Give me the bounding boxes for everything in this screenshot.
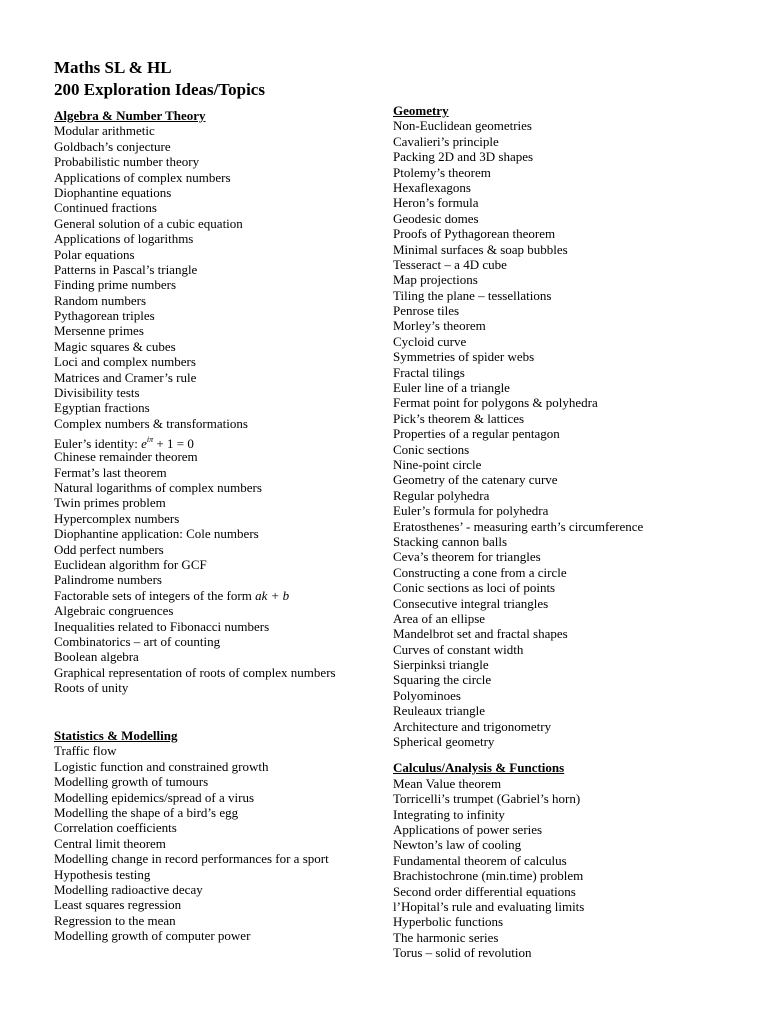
list-item: Traffic flow bbox=[54, 743, 117, 759]
list-item: Map projections bbox=[393, 272, 478, 288]
list-item: Modelling change in record performances for a sport bbox=[54, 851, 329, 867]
list-item: Fermat point for polygons & polyhedra bbox=[393, 395, 598, 411]
list-item: Squaring the circle bbox=[393, 672, 492, 688]
list-item: Correlation coefficients bbox=[54, 820, 177, 836]
list-item: Complex numbers & transformations bbox=[54, 415, 248, 431]
list-item: Newton’s law of cooling bbox=[393, 837, 522, 853]
list-item: Magic squares & cubes bbox=[54, 338, 176, 354]
list-item: Geometry of the catenary curve bbox=[393, 472, 558, 488]
list-item: Hyperbolic functions bbox=[393, 914, 504, 930]
list-item: Applications of power series bbox=[393, 822, 543, 837]
list-item: Hexaflexagons bbox=[393, 179, 471, 195]
list-item: Modelling growth of computer power bbox=[54, 928, 251, 944]
list-item: Graphical representation of roots of complex numbers bbox=[54, 664, 336, 680]
list-item: Chinese remainder theorem bbox=[54, 449, 198, 465]
list-item: Cavalieri’s principle bbox=[393, 133, 499, 149]
list-item: Torricelli’s trumpet (Gabriel’s horn) bbox=[393, 791, 581, 807]
list-item: Fermat’s last theorem bbox=[54, 464, 167, 480]
list-item: Inequalities related to Fibonacci numbers bbox=[54, 618, 270, 634]
statistics-section bbox=[54, 728, 384, 943]
euler-rest: + 1 = 0 bbox=[153, 436, 194, 452]
algebra-topic-list bbox=[54, 123, 384, 431]
list-item: Pythagorean triples bbox=[54, 308, 155, 324]
list-item: Euler’s formula for polyhedra bbox=[393, 503, 549, 519]
list-item: Packing 2D and 3D shapes bbox=[393, 149, 534, 165]
list-item: Combinatorics – art of counting bbox=[54, 633, 221, 649]
list-item: Modelling the shape of a bird’s egg bbox=[54, 804, 239, 820]
list-item: Natural logarithms of complex numbers bbox=[54, 480, 262, 495]
list-item: Ceva’s theorem for triangles bbox=[393, 549, 541, 565]
list-item: Random numbers bbox=[54, 292, 147, 308]
list-item: Stacking cannon balls bbox=[393, 533, 508, 549]
list-item: Second order differential equations bbox=[393, 883, 576, 899]
list-item: Tesseract – a 4D cube bbox=[393, 256, 507, 272]
list-item: Penrose tiles bbox=[393, 303, 460, 319]
list-item: Fundamental theorem of calculus bbox=[393, 852, 567, 868]
euler-label: Euler’s identity: bbox=[54, 436, 142, 452]
list-item: Goldbach’s conjecture bbox=[54, 138, 171, 154]
list-item: Continued fractions bbox=[54, 200, 157, 216]
list-item: Area of an ellipse bbox=[393, 610, 486, 626]
list-item: Heron’s formula bbox=[393, 195, 479, 211]
list-item: l’Hopital’s rule and evaluating limits bbox=[393, 898, 585, 914]
list-item: Geodesic domes bbox=[393, 210, 479, 226]
left-column bbox=[54, 108, 384, 695]
list-item: Architecture and trigonometry bbox=[393, 718, 552, 734]
list-item: The harmonic series bbox=[393, 929, 499, 945]
list-item: Torus – solid of revolution bbox=[393, 945, 532, 961]
list-item: Hypothesis testing bbox=[54, 866, 151, 882]
list-item: Modelling epidemics/spread of a virus bbox=[54, 789, 255, 805]
list-item-euler-identity bbox=[54, 431, 384, 452]
list-item-factorable-sets bbox=[54, 588, 384, 603]
list-item: Patterns in Pascal’s triangle bbox=[54, 261, 198, 277]
list-item: Curves of constant width bbox=[393, 641, 524, 657]
list-item: Proofs of Pythagorean theorem bbox=[393, 226, 556, 242]
section-heading-algebra: Algebra & Number Theory bbox=[54, 108, 206, 123]
algebra-topic-list-c bbox=[54, 603, 384, 695]
list-item: Egyptian fractions bbox=[54, 400, 150, 416]
list-item: Divisibility tests bbox=[54, 385, 140, 401]
list-item: Modular arithmetic bbox=[54, 123, 155, 139]
list-item: Regression to the mean bbox=[54, 912, 176, 928]
list-item: Eratosthenes’ - measuring earth’s circumference bbox=[393, 518, 644, 534]
right-column bbox=[393, 103, 763, 961]
list-item: Brachistochrone (min.time) problem bbox=[393, 868, 584, 884]
list-item: Nine-point circle bbox=[393, 457, 482, 472]
list-item: Pick’s theorem & lattices bbox=[393, 410, 525, 426]
list-item: Mandelbrot set and fractal shapes bbox=[393, 626, 568, 642]
list-item: Diophantine application: Cole numbers bbox=[54, 526, 259, 542]
list-item: Integrating to infinity bbox=[393, 806, 505, 822]
list-item: Twin primes problem bbox=[54, 495, 166, 511]
section-heading-statistics: Statistics & Modelling bbox=[54, 728, 178, 743]
list-item: Reuleaux triangle bbox=[393, 703, 486, 719]
list-item: Central limit theorem bbox=[54, 835, 166, 851]
list-item: Tiling the plane – tessellations bbox=[393, 287, 552, 303]
list-item: Properties of a regular pentagon bbox=[393, 426, 560, 442]
list-item: Matrices and Cramer’s rule bbox=[54, 369, 197, 385]
section-heading-geometry: Geometry bbox=[393, 103, 449, 118]
list-item: Least squares regression bbox=[54, 897, 182, 913]
list-item: Cycloid curve bbox=[393, 333, 467, 349]
list-item: Modelling growth of tumours bbox=[54, 774, 209, 790]
list-item: Hypercomplex numbers bbox=[54, 510, 180, 526]
factorable-label: Factorable sets of integers of the form bbox=[54, 587, 256, 603]
list-item: Consecutive integral triangles bbox=[393, 595, 549, 611]
list-item: Modelling radioactive decay bbox=[54, 881, 203, 897]
list-item: Boolean algebra bbox=[54, 649, 139, 665]
list-item: Polyominoes bbox=[393, 687, 461, 703]
algebra-euler-list bbox=[54, 431, 384, 452]
list-item: Diophantine equations bbox=[54, 184, 172, 200]
calculus-topic-list bbox=[393, 776, 763, 961]
list-item: Conic sections as loci of points bbox=[393, 580, 556, 596]
list-item: Constructing a cone from a circle bbox=[393, 564, 567, 580]
list-item: Applications of complex numbers bbox=[54, 169, 231, 185]
document-title: Maths SL & HL bbox=[54, 58, 172, 77]
geometry-topic-list bbox=[393, 118, 763, 749]
list-item: Palindrome numbers bbox=[54, 572, 162, 588]
list-item: Sierpinksi triangle bbox=[393, 657, 489, 673]
list-item: Roots of unity bbox=[54, 680, 129, 696]
list-item: Morley’s theorem bbox=[393, 318, 486, 334]
euler-exponent: iπ bbox=[146, 435, 154, 445]
algebra-factorable-list bbox=[54, 588, 384, 603]
list-item: Ptolemy’s theorem bbox=[393, 164, 491, 180]
list-item: Non-Euclidean geometries bbox=[393, 118, 532, 134]
list-item: Spherical geometry bbox=[393, 734, 495, 750]
list-item: Polar equations bbox=[54, 246, 135, 262]
list-item: General solution of a cubic equation bbox=[54, 215, 243, 231]
calculus-section bbox=[393, 760, 763, 960]
list-item: Euclidean algorithm for GCF bbox=[54, 556, 207, 572]
list-item: Algebraic congruences bbox=[54, 603, 174, 619]
list-item: Mean Value theorem bbox=[393, 775, 502, 791]
list-item: Finding prime numbers bbox=[54, 277, 177, 293]
list-item: Conic sections bbox=[393, 441, 470, 457]
list-item: Fractal tilings bbox=[393, 364, 465, 380]
list-item: Applications of logarithms bbox=[54, 231, 194, 247]
algebra-topic-list-b bbox=[54, 449, 384, 588]
factorable-formula: ak + b bbox=[255, 587, 290, 603]
list-item: Loci and complex numbers bbox=[54, 354, 196, 370]
list-item: Logistic function and constrained growth bbox=[54, 758, 269, 774]
statistics-topic-list bbox=[54, 743, 384, 943]
section-heading-calculus: Calculus/Analysis & Functions bbox=[393, 760, 565, 776]
list-item: Odd perfect numbers bbox=[54, 541, 164, 557]
list-item: Minimal surfaces & soap bubbles bbox=[393, 241, 568, 257]
list-item: Mersenne primes bbox=[54, 323, 144, 339]
euler-base: e bbox=[141, 436, 147, 452]
list-item: Symmetries of spider webs bbox=[393, 349, 535, 365]
list-item: Probabilistic number theory bbox=[54, 154, 200, 170]
list-item: Euler line of a triangle bbox=[393, 380, 510, 396]
list-item: Regular polyhedra bbox=[393, 487, 490, 503]
document-subtitle: 200 Exploration Ideas/Topics bbox=[54, 80, 265, 99]
